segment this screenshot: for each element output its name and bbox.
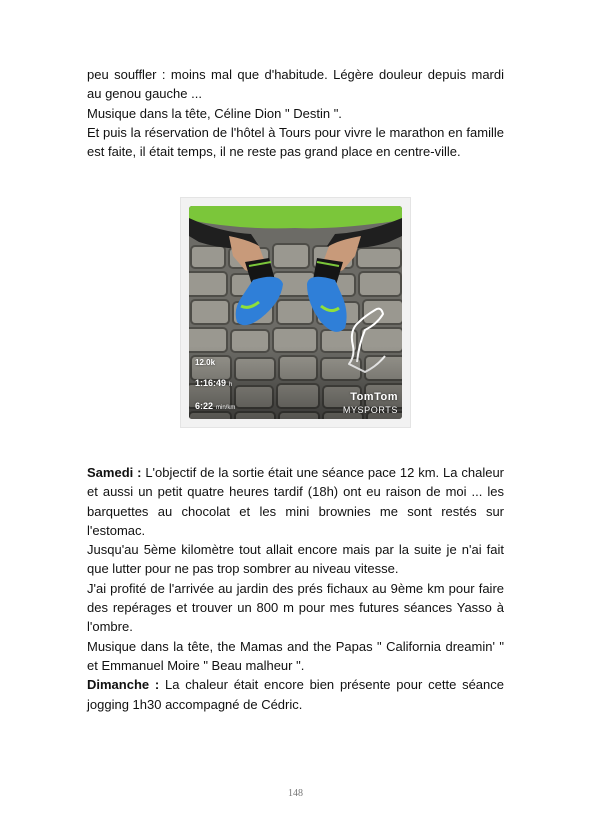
paragraph: J'ai profité de l'arrivée au jardin des prés fichaux au 9ème km pour faire des repérages et trouver un 800 m pour mes futures séances Yasso à l'ombre. <box>87 580 504 635</box>
photo-frame <box>180 197 411 428</box>
paragraph: Musique dans la tête, the Mamas and the Papas " California dreamin' " et Emmanuel Moire " Beau malheur ". <box>87 638 504 673</box>
sunday-paragraph <box>87 675 504 714</box>
running-shoes-photo <box>189 206 402 419</box>
paragraph: peu souffler : moins mal que d'habitude. Légère douleur depuis mardi au genou gauche ... <box>87 67 504 102</box>
pace-value: 6:22 <box>195 401 214 411</box>
duration-unit: h <box>229 382 233 388</box>
mysports-logo: MYSPORTS <box>342 405 398 415</box>
sunday-label: Dimanche : <box>87 677 160 693</box>
paragraph: Musique dans la tête, Céline Dion " Destin ". <box>87 105 342 121</box>
paragraph: Jusqu'au 5ème kilomètre tout allait encore mais par la suite je n'ai fait que lutter pour ne pas trop sombrer au niveau vitesse. <box>87 542 504 577</box>
pace-unit: min/km <box>216 405 236 411</box>
page-number: 148 <box>288 788 303 799</box>
saturday-text: L'objectif de la sortie était une séance pace 12 km. La chaleur et aussi un petit quatre heures tardif (18h) ont eu raison de moi ... les barquettes au chocolat et les mini brownies me sont restés sur l'estomac. <box>87 465 505 538</box>
paragraph: Et puis la réservation de l'hôtel à Tours pour vivre le marathon en famille est faite, il était temps, il ne reste pas grand place en centre-ville. <box>87 124 504 160</box>
saturday-paragraph <box>87 463 504 540</box>
bottom-text-block <box>87 463 504 714</box>
duration-readout <box>195 378 232 388</box>
tomtom-logo: TomTom <box>350 391 398 403</box>
pace-readout <box>195 401 235 411</box>
distance-readout: 12.0k <box>195 358 216 367</box>
duration-value: 1:16:49 <box>195 378 227 388</box>
sunday-text: La chaleur était encore bien présente pour cette séance jogging 1h30 accompagné de Cédric. <box>87 677 504 712</box>
saturday-label: Samedi : <box>87 465 142 480</box>
top-text-block <box>87 65 504 161</box>
